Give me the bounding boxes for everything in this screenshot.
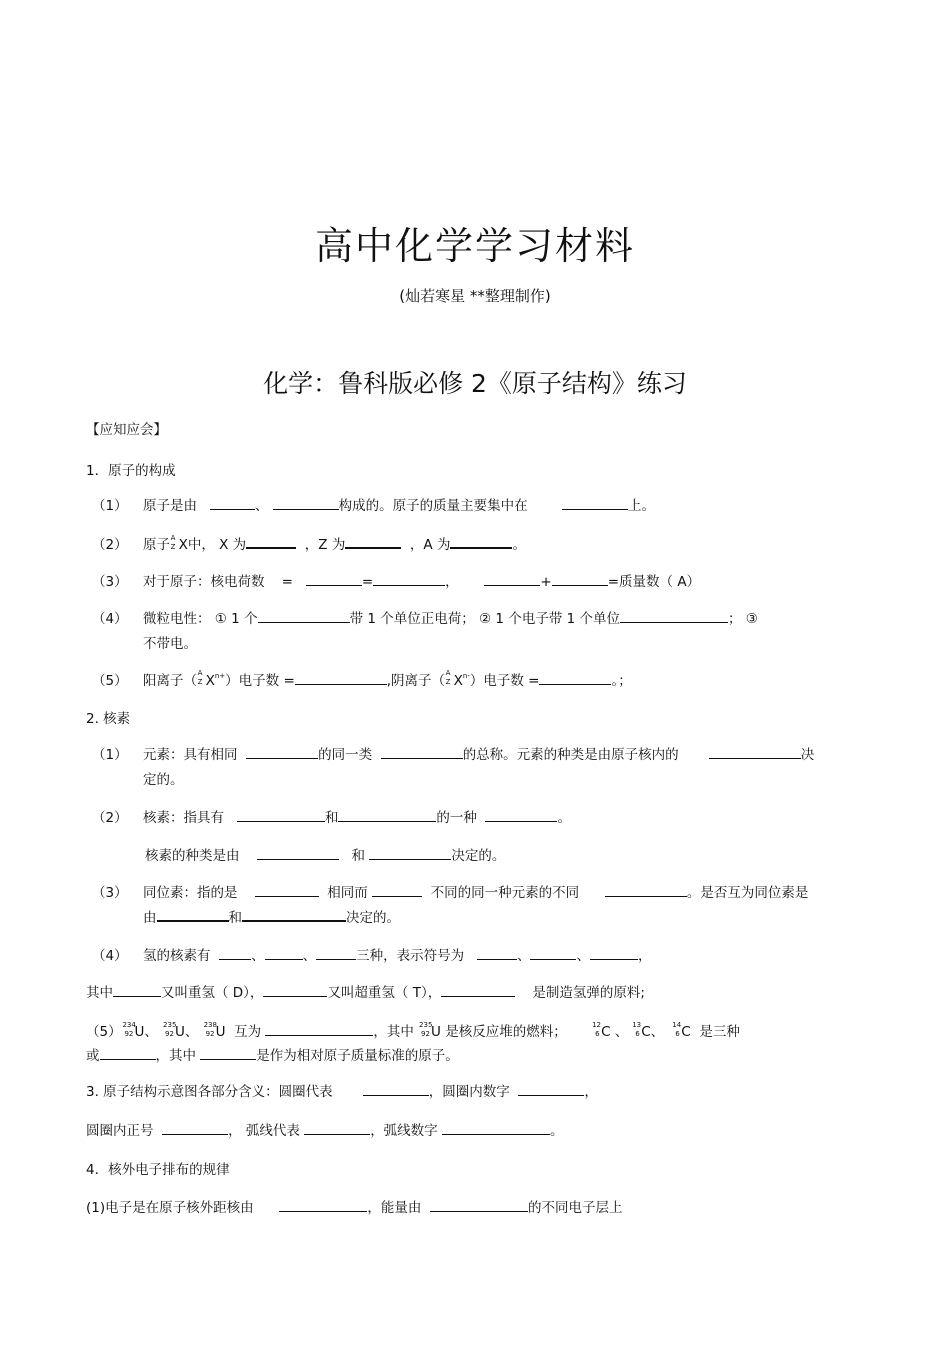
blank[interactable] <box>441 984 515 997</box>
heading-1: 1．原子的构成 <box>86 463 176 479</box>
blank[interactable] <box>237 809 325 822</box>
blank[interactable] <box>605 884 687 897</box>
blank[interactable] <box>363 1083 429 1096</box>
nuclide-symbol: A Z $X^{n+}$ <box>197 669 226 689</box>
q-num: （2） <box>92 537 128 553</box>
q2-3-cont: 由 和 决定的。 <box>143 910 400 926</box>
q-text: 原子是由 、 构成的。原子的质量主要集中在 上。 <box>143 498 656 514</box>
blank[interactable] <box>539 672 611 685</box>
blank[interactable] <box>620 610 728 623</box>
nuclide-symbol: 238 92 U <box>203 1021 226 1040</box>
blank[interactable] <box>430 1199 528 1212</box>
q-num: （4） <box>92 948 128 964</box>
blank[interactable] <box>369 847 451 860</box>
heading-3: 3. 原子结构示意图各部分含义：圆圈代表 ，圆圈内数字 ， <box>86 1084 598 1100</box>
blank[interactable] <box>304 1122 370 1135</box>
nuclide-symbol: 13 6 C <box>632 1021 651 1040</box>
q-num: （3） <box>92 574 128 590</box>
heading-4: 4．核外电子排布的规律 <box>86 1162 230 1178</box>
q2-1-cont: 定的。 <box>143 772 184 788</box>
q1-4-cont: 不带电。 <box>143 636 197 652</box>
section-title: 化学：鲁科版必修 2《原子结构》练习 <box>263 369 687 398</box>
blank[interactable] <box>306 573 362 586</box>
heading-3-cont: 圆圈内正号 ， 弧线代表 ，弧线数字 。 <box>86 1123 564 1139</box>
blank[interactable] <box>255 884 319 897</box>
blank[interactable] <box>709 746 801 759</box>
q-text: 微粒电性： ① 1 个 带 1 个单位正电荷； ② 1 个电子带 1 个单位 ； ③ <box>143 611 758 627</box>
blank[interactable] <box>246 746 318 759</box>
q-text: 元素：具有相同 的同一类 的总称。元素的种类是由原子核内的 决 <box>143 747 815 763</box>
blank[interactable] <box>552 573 608 586</box>
nuclide-symbol: 235 92 U <box>163 1021 185 1040</box>
q-num: （2） <box>92 810 128 826</box>
q-num: （3） <box>92 885 128 901</box>
blank[interactable] <box>485 809 557 822</box>
blank[interactable] <box>265 947 303 960</box>
q-num: （1） <box>92 747 128 763</box>
blank[interactable] <box>590 947 638 960</box>
q2-2b: 核素的种类是由 和 决定的。 <box>145 848 506 864</box>
q-text: 同位素：指的是 相同而 不同的同一种元素的不同 。是否互为同位素是 <box>143 885 809 901</box>
q-num: （1） <box>92 498 128 514</box>
blank[interactable] <box>219 947 251 960</box>
nuclide-symbol: 14 6 C <box>672 1021 691 1040</box>
blank[interactable] <box>265 1023 373 1036</box>
q2-4b: 其中 又叫重氢（ D）， 又叫超重氢（ T）， 是制造氢弹的原料; <box>86 985 645 1001</box>
q-text: 阳离子（ A Z $X^{n+}$）电子数 = ,阴离子（ A Z $X^{n-}$）电子数 = 。； <box>143 669 632 689</box>
blank[interactable] <box>200 1047 256 1060</box>
q-num: （4） <box>92 611 128 627</box>
blank[interactable] <box>345 535 401 549</box>
blank[interactable] <box>242 908 346 922</box>
blank[interactable] <box>279 1199 367 1212</box>
blank[interactable] <box>258 610 350 623</box>
tag-label: 【应知应会】 <box>86 422 167 438</box>
nuclide-symbol: 12 6 C <box>592 1021 611 1040</box>
blank[interactable] <box>316 947 356 960</box>
blank[interactable] <box>295 672 387 685</box>
heading-2: 2. 核素 <box>86 711 131 727</box>
nuclide-symbol: A Z $X^{n-}$ <box>445 669 470 689</box>
blank[interactable] <box>157 908 229 922</box>
blank[interactable] <box>518 1083 584 1096</box>
blank[interactable] <box>210 497 255 510</box>
blank[interactable] <box>484 573 540 586</box>
blank[interactable] <box>273 497 339 510</box>
page-title: 高中化学学习材料 <box>314 224 635 268</box>
blank[interactable] <box>100 1047 156 1060</box>
blank[interactable] <box>373 573 445 586</box>
blank[interactable] <box>450 535 512 549</box>
q-text: 氢的核素有 、 、 三种，表示符号为 、 、 ， <box>143 948 652 964</box>
blank[interactable] <box>530 947 576 960</box>
q-text: 核素：指具有 和 的一种 。 <box>143 810 571 826</box>
q2-5b: 或 ，其中 是作为相对原子质量标准的原子。 <box>86 1048 459 1064</box>
nuclide-symbol: 235 92 U <box>419 1021 441 1040</box>
blank[interactable] <box>562 497 628 510</box>
q-text: 原子 A Z X中， X 为 ，Z 为 ，A 为 。 <box>143 534 526 553</box>
nuclide-symbol: 234 92 U <box>122 1021 145 1040</box>
blank[interactable] <box>246 535 296 549</box>
blank[interactable] <box>113 984 161 997</box>
blank[interactable] <box>477 947 517 960</box>
blank[interactable] <box>263 984 327 997</box>
blank[interactable] <box>381 746 463 759</box>
q4-1: (1)电子是在原子核外距核由 ，能量由 的不同电子层上 <box>86 1200 623 1216</box>
blank[interactable] <box>372 884 422 897</box>
q-text: 对于原子：核电荷数 = = ， + =质量数（ A） <box>143 574 701 590</box>
nuclide-symbol: A Z X <box>170 534 188 553</box>
q2-5: （5） 234 92 U、 235 92 U、 238 92 U 互为 ，其中 235 92 U 是核反应堆的燃料； 12 6 C 、 13 6 C、 14 6 C 是三种 <box>86 1021 740 1040</box>
q-num: （5） <box>92 673 128 689</box>
blank[interactable] <box>442 1122 550 1135</box>
blank[interactable] <box>257 847 339 860</box>
blank[interactable] <box>162 1122 228 1135</box>
blank[interactable] <box>338 809 436 822</box>
page-subtitle: (灿若寒星 **整理制作) <box>399 287 551 305</box>
